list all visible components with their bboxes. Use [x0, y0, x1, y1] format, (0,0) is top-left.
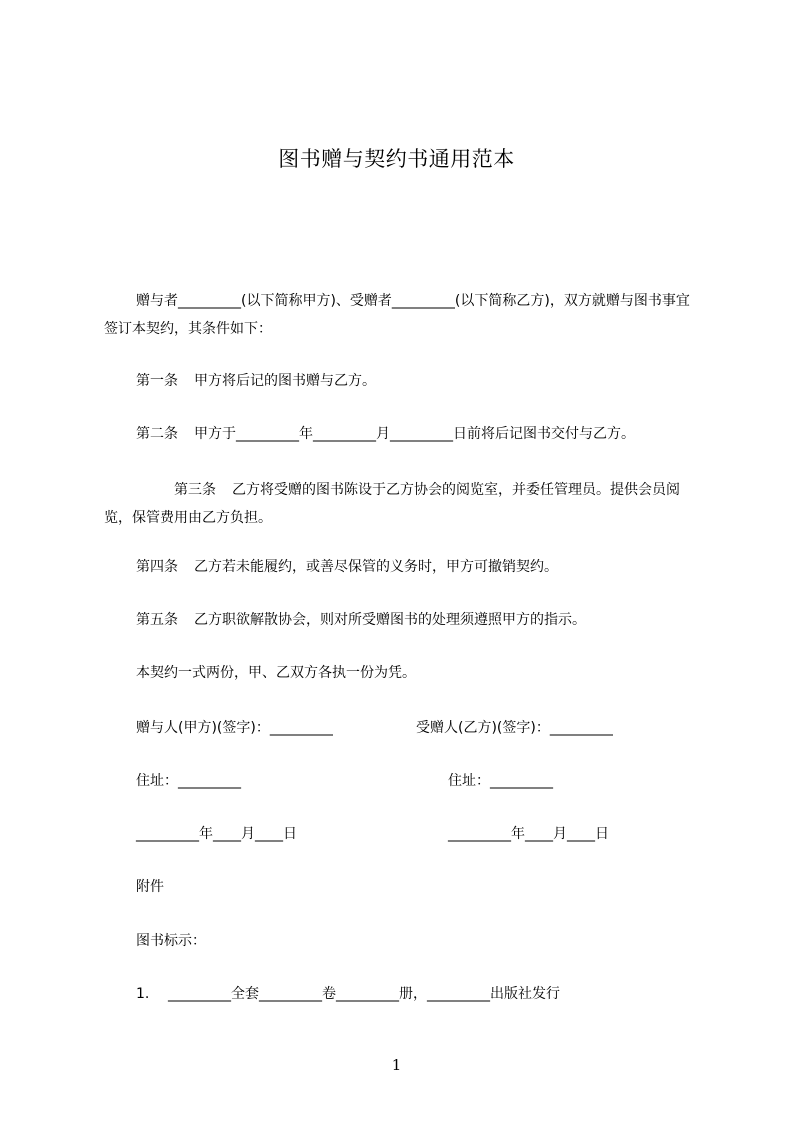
article-label: 第三条	[174, 482, 216, 498]
book-item-number: 1.	[136, 986, 150, 1002]
page-number: 1	[391, 1056, 402, 1074]
article-label: 第二条	[136, 426, 178, 442]
copies-note: 本契约一式两份，甲、乙双方各执一份为凭。	[136, 665, 416, 681]
article-2	[136, 424, 635, 444]
signature-party-b: 受赠人(乙方)(签字)：_________	[416, 720, 613, 736]
article-label: 第四条	[136, 559, 178, 575]
article-text: 乙方若未能履约，或善尽保管的义务时，甲方可撤销契约。	[194, 559, 558, 575]
address-party-a: 住址：_________	[136, 773, 241, 789]
intro-paragraph: 赠与者_________(以下简称甲方)、受赠者_________(以下简称乙方)，双方就赠与图书事宜签订本契约，其条件如下：	[104, 293, 690, 337]
date-party-a: _________年____月____日	[136, 826, 297, 842]
article-text: 甲方于_________年_________月_________日前将后记图书交付与乙方。	[194, 426, 635, 442]
document-title: 图书赠与契约书通用范本	[278, 147, 515, 171]
book-label: 图书标示：	[136, 933, 206, 949]
article-1	[136, 371, 376, 391]
article-3	[104, 476, 696, 532]
date-party-b: _________年____月____日	[448, 826, 609, 842]
article-text: 乙方将受赠的图书陈设于乙方协会的阅览室，并委任管理员。提供会员阅览，保管费用由乙方负担。	[104, 482, 680, 526]
address-party-b: 住址：_________	[448, 773, 553, 789]
article-label: 第五条	[136, 612, 178, 628]
article-text: 乙方职欲解散协会，则对所受赠图书的处理须遵照甲方的指示。	[194, 612, 586, 628]
signature-party-a: 赠与人(甲方)(签字)：_________	[136, 720, 333, 736]
article-4	[136, 557, 558, 577]
appendix-label: 附件	[136, 879, 164, 895]
article-5	[136, 610, 586, 630]
article-label: 第一条	[136, 373, 178, 389]
book-item-text: _________全套_________卷_________册，_________出版社发行	[168, 986, 560, 1002]
article-text: 甲方将后记的图书赠与乙方。	[194, 373, 376, 389]
